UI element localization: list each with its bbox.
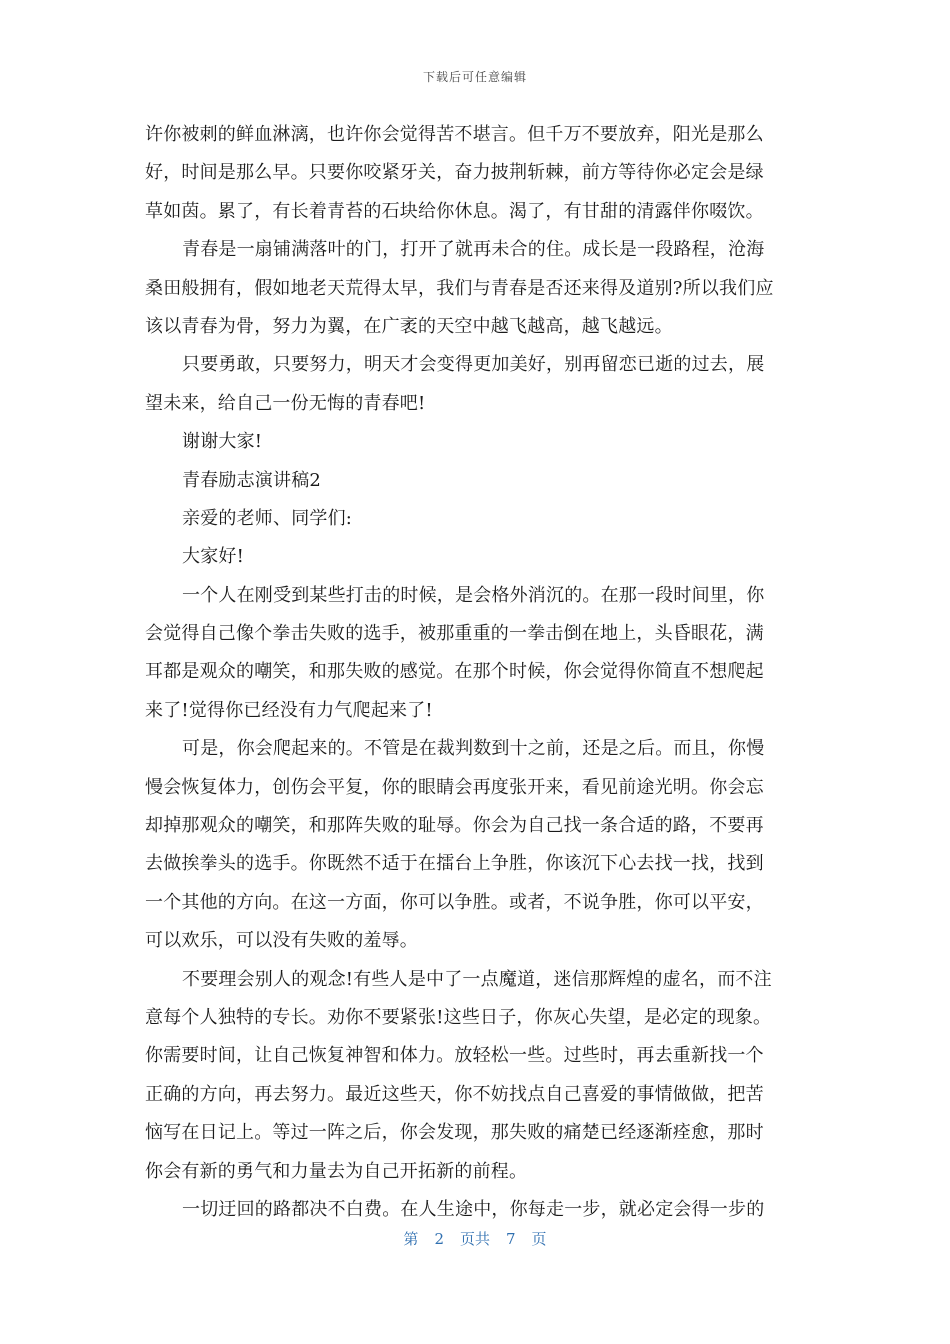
text-line: 来了!觉得你已经没有力气爬起来了! — [145, 699, 433, 721]
text-line: 正确的方向，再去努力。最近这些天，你不妨找点自己喜爱的事情做做，把苦 — [145, 1083, 764, 1105]
page-footer — [0, 1228, 950, 1249]
text-line: 可是，你会爬起来的。不管是在裁判数到十之前，还是之后。而且，你慢 — [182, 738, 765, 760]
footer-suffix: 页 — [531, 1230, 547, 1248]
text-line: 大家好! — [182, 546, 245, 568]
text-line: 耳都是观众的嘲笑，和那失败的感觉。在那个时候，你会觉得你简直不想爬起 — [145, 661, 764, 683]
text-line: 草如茵。累了，有长着青苔的石块给你休息。渴了，有甘甜的清露伴你啜饮。 — [145, 200, 764, 222]
footer-page-number: 2 — [434, 1230, 444, 1248]
text-line: 一切迂回的路都决不白费。在人生途中，你每走一步，就必定会得一步的 — [182, 1198, 765, 1220]
document-body — [145, 116, 807, 1229]
text-line: 桑田般拥有，假如地老天荒得太早，我们与青春是否还来得及道别?所以我们应 — [145, 277, 774, 299]
text-line: 亲爱的老师、同学们: — [182, 507, 353, 529]
text-line: 青春励志演讲稿2 — [182, 469, 322, 491]
page-header: 下载后可任意编辑 — [422, 70, 527, 84]
text-line: 一个其他的方向。在这一方面，你可以争胜。或者，不说争胜，你可以平安， — [145, 891, 764, 913]
text-line: 你会有新的勇气和力量去为自己开拓新的前程。 — [145, 1160, 528, 1182]
footer-total-pages: 7 — [506, 1230, 516, 1248]
text-line: 去做挨拳头的选手。你既然不适于在擂台上争胜，你该沉下心去找一找，找到 — [145, 853, 764, 875]
text-line: 恼写在日记上。等过一阵之后，你会发现，那失败的痛楚已经逐渐痊愈，那时 — [145, 1122, 764, 1144]
text-line: 慢会恢复体力，创伤会平复，你的眼睛会再度张开来，看见前途光明。你会忘 — [145, 776, 764, 798]
text-line: 青春是一扇铺满落叶的门，打开了就再未合的住。成长是一段路程，沧海 — [182, 239, 765, 261]
text-line: 望未来，给自己一份无悔的青春吧! — [145, 392, 426, 414]
text-line: 许你被刺的鲜血淋漓，也许你会觉得苦不堪言。但千万不要放弃，阳光是那么 — [145, 124, 764, 145]
footer-middle: 页共 — [459, 1230, 490, 1248]
text-line: 一个人在刚受到某些打击的时候，是会格外消沉的。在那一段时间里，你 — [182, 584, 765, 606]
text-line: 该以青春为骨，努力为翼，在广袤的天空中越飞越高，越飞越远。 — [145, 315, 673, 337]
text-line: 却掉那观众的嘲笑，和那阵失败的耻辱。你会为自己找一条合适的路，不要再 — [145, 815, 764, 837]
text-line: 不要理会别人的观念!有些人是中了一点魔道，迷信那辉煌的虚名，而不注 — [182, 968, 772, 990]
text-line: 会觉得自己像个拳击失败的选手，被那重重的一拳击倒在地上，头昏眼花，满 — [145, 623, 764, 645]
text-line: 意每个人独特的专长。劝你不要紧张!这些日子，你灰心失望，是必定的现象。 — [145, 1006, 772, 1028]
footer-prefix: 第 — [403, 1230, 419, 1248]
text-line: 谢谢大家! — [182, 431, 263, 453]
text-line: 好，时间是那么早。只要你咬紧牙关，奋力披荆斩棘，前方等待你必定会是绿 — [145, 162, 764, 184]
text-line: 你需要时间，让自己恢复神智和体力。放轻松一些。过些时，再去重新找一个 — [145, 1045, 764, 1067]
text-line: 可以欢乐，可以没有失败的羞辱。 — [145, 930, 418, 952]
text-line: 只要勇敢，只要努力，明天才会变得更加美好，别再留恋已逝的过去，展 — [182, 354, 765, 376]
